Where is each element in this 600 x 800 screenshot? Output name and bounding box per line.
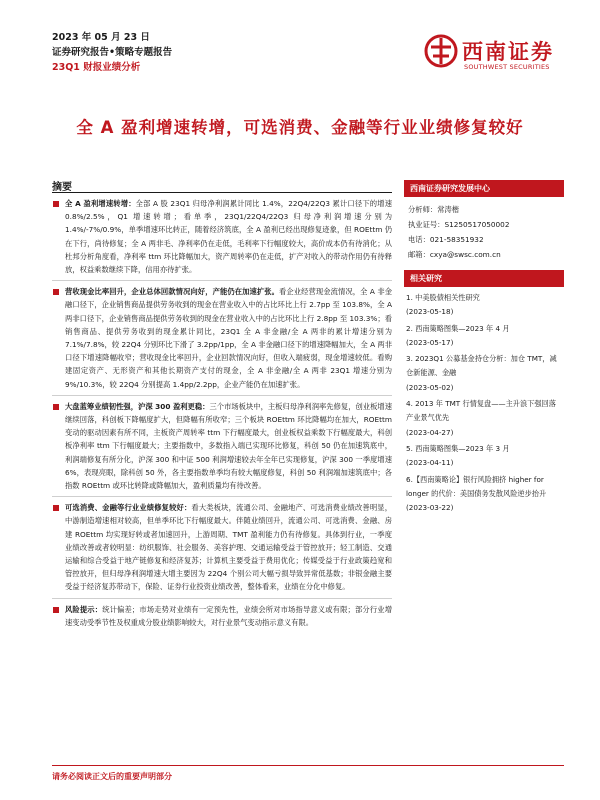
related-item[interactable] (406, 291, 562, 320)
related-title: 4. 2013 年 TMT 行情复盘——主升浪下强回落产业景气优先 (406, 399, 556, 423)
related-item[interactable] (406, 322, 562, 351)
summary-section-risk (52, 599, 392, 633)
phone-row (408, 232, 560, 247)
logo-en-text: SOUTHWEST SECURITIES (464, 63, 550, 71)
email-label: 邮箱： (408, 250, 430, 259)
section-text: 看大类板块，流通公司、金融地产、可选消费业绩改善明显，中游制造增速相对较高，但单季环比下行幅度最大。伴随业绩回升，流通公司、可选消费、金融、房建 ROEttm 均实现好转或者加速回升，上游周期、TMT 盈利能力仍有待修复。具体到行业，一季度业绩改善或者较明显：纺织服饰、社会服务、美容护理、交通运输受益于管控放开；轻工制造、交通运输和综合受益于地产链修复和经济复苏；计算机主要受益于费用优化；传媒受益于行业政策趋宽和管控放开，但归母净利润增速大增主要因为 22Q4 个别公司大幅亏损导致异常低基数；非银金融主要受益于经济复苏带动下，保险、证券行业投资业绩改善，整体看来，业绩在分化中修复。 (65, 503, 393, 592)
related-title: 3. 2023Q1 公募基金持仓分析：加仓 TMT，减仓新能源、金融 (406, 354, 557, 378)
license-row (408, 217, 560, 232)
section-lead: 全 A 盈利增速转增： (65, 199, 136, 208)
section-lead: 风险提示： (65, 604, 103, 614)
section-lead: 大盘蓝筹业绩韧性强，沪深 300 盈利更稳： (65, 401, 210, 411)
related-date: (2023-05-17) (406, 337, 454, 347)
section-text: 三个市场板块中，主板归母净利润率先修复，创业板增速继续回落，科创板下降幅度扩大，但降幅有所收窄；三个板块 ROEttm 环比降幅均在加大，ROEttm 变动的驱动因素有所不同，主板资产周转率 ttm 下行幅度最大，创业板权益乘数下行幅度最大，科创板净利率 ttm 下行幅度最大；主要指数中，多数指入端已实现环比修复，科创 50 仍在加速筑底中，利润端修复有所分化，沪深 300 和中证 500 利润增速较去年全年已实现修复，沪深 300 一季度增速 6%，表现亮眼，除科创 50 外，各主要指数单季均有较大幅度修复，科创 50 利润端加速筑底中；各指数 ROEttm 或环比转降或降幅加大，盈利质量均有待改善。 (65, 401, 393, 491)
summary-section-cashflow (52, 281, 392, 396)
section-lead: 营收现金比率回升，企业总体回款情况向好，产能仍在加速扩张。 (65, 287, 279, 297)
related-item[interactable] (406, 352, 562, 395)
related-date: (2023-05-18) (406, 307, 454, 317)
related-date: (2023-03-22) (406, 503, 454, 513)
related-list (404, 287, 564, 515)
analyst-label: 分析师： (408, 205, 438, 214)
related-title: 6.【西南策略论】银行风险拥挤 higher for longer 的代价：美国债务发散风险逆步抬升 (406, 474, 547, 498)
footer-divider (52, 765, 564, 766)
analyst-name: 常涛楷 (437, 205, 460, 214)
sidebar (404, 180, 564, 517)
summary-section-industries (52, 497, 392, 598)
summary-heading: 摘要 (52, 182, 72, 193)
related-date: (2023-04-11) (406, 458, 454, 468)
related-item[interactable] (406, 397, 562, 440)
page-title: 全 A 盈利增速转增，可选消费、金融等行业业绩修复较好 (76, 118, 524, 137)
related-item[interactable] (406, 442, 562, 471)
related-heading: 相关研究 (404, 270, 564, 287)
phone-label: 电话： (408, 235, 430, 244)
report-header (52, 30, 172, 75)
related-date: (2023-05-02) (406, 382, 454, 392)
report-subtitle: 23Q1 财报业绩分析 (52, 62, 141, 73)
summary-column (52, 192, 392, 633)
related-title: 2. 西南策略图集—2023 年 4 月 (406, 323, 510, 333)
related-item[interactable] (406, 473, 562, 516)
license-number: S1250517050002 (444, 220, 510, 229)
section-text: 看企业经营现金流情况，全 A 非金融口径下，企业销售商品提供劳务收到的现金在营业收入中的占比环比上行 2.7pp 至 103.8%，全 A 两非口径下，企业销售商品提供劳务收到的现金在营业收入中的占比环比上行 2.8pp 至 103.3%；看销售商品、提供劳务收到的现金累计同比，23Q1 全 A 非金融/全 A 两非的累计增速分别为 7.1%/7.8%，较 22Q4 分别环比下滑了 3.2pp/1pp，全 A 非金融口径下的增速降幅加大，全 A 两非口径下增速降幅收窄；营收现金比率回升，企业回款情况向好，但收入端疲弱，现金增速较低。看购建固定资产、无形资产和其他长期资产支付的现金，全 A 非金融/全 A 两非 23Q1 增速分别为 9%/10.3%，较 22Q4 分别提高 1.4pp/2.2pp，企业产能仍在加速扩张。 (65, 287, 392, 389)
related-title: 1. 中美股债相关性研究 (406, 293, 480, 302)
phone-number: 021-58351932 (429, 235, 484, 244)
summary-section-bluechip (52, 396, 392, 497)
related-title: 5. 西南策略图集—2023 年 3 月 (406, 443, 510, 453)
analyst-info (404, 197, 564, 270)
report-type: 证券研究报告•策略专题报告 (52, 47, 173, 58)
email-row (408, 247, 560, 262)
footer-disclaimer: 请务必阅读正文后的重要声明部分 (52, 772, 172, 781)
section-text: 统计偏差；市场走势对业绩有一定预先性，业绩会所对市场指导意义或有限；部分行业增速变动受季节性及权重成分股业绩影响较大，对行业景气变动指示意义有限。 (65, 604, 393, 627)
company-logo (424, 30, 564, 80)
report-date: 2023 年 05 月 23 日 (52, 32, 150, 43)
related-date: (2023-04-27) (406, 427, 454, 437)
analyst-row (408, 202, 560, 217)
institute-heading: 西南证券研究发展中心 (404, 180, 564, 197)
license-label: 执业证号： (408, 220, 445, 229)
logo-seal-icon (424, 34, 458, 68)
section-text: 全部 A 股 23Q1 归母净利润累计同比 1.4%，22Q4/22Q3 累计口径下的增速 0.8%/2.5%，Q1 增速转增；看单季，23Q1/22Q4/22Q3 归母净利润增速分别为 1.4%/-7%/0.9%，单季增速环比转正，随着经济筑底，全 A 盈利已经出现修复迹象，但 ROEttm 仍在下行，尚待修复；全 A 两非毛、净利率仍在走低，毛利率下行幅度较大，高价成本仍有待消化；从杜邦分析角度看，净利率 ttm 环比降幅加大，资产周转率仍在走低，扩产对收入的带动作用仍有待释放，权益乘数继续下降，信用亦待扩张。 (65, 199, 392, 275)
logo-cn-text: 西南证券 (462, 39, 554, 64)
email-link[interactable]: cxya@swsc.com.cn (429, 250, 501, 259)
summary-section-earnings (52, 193, 392, 281)
section-lead: 可选消费、金融等行业业绩修复较好： (65, 503, 192, 513)
